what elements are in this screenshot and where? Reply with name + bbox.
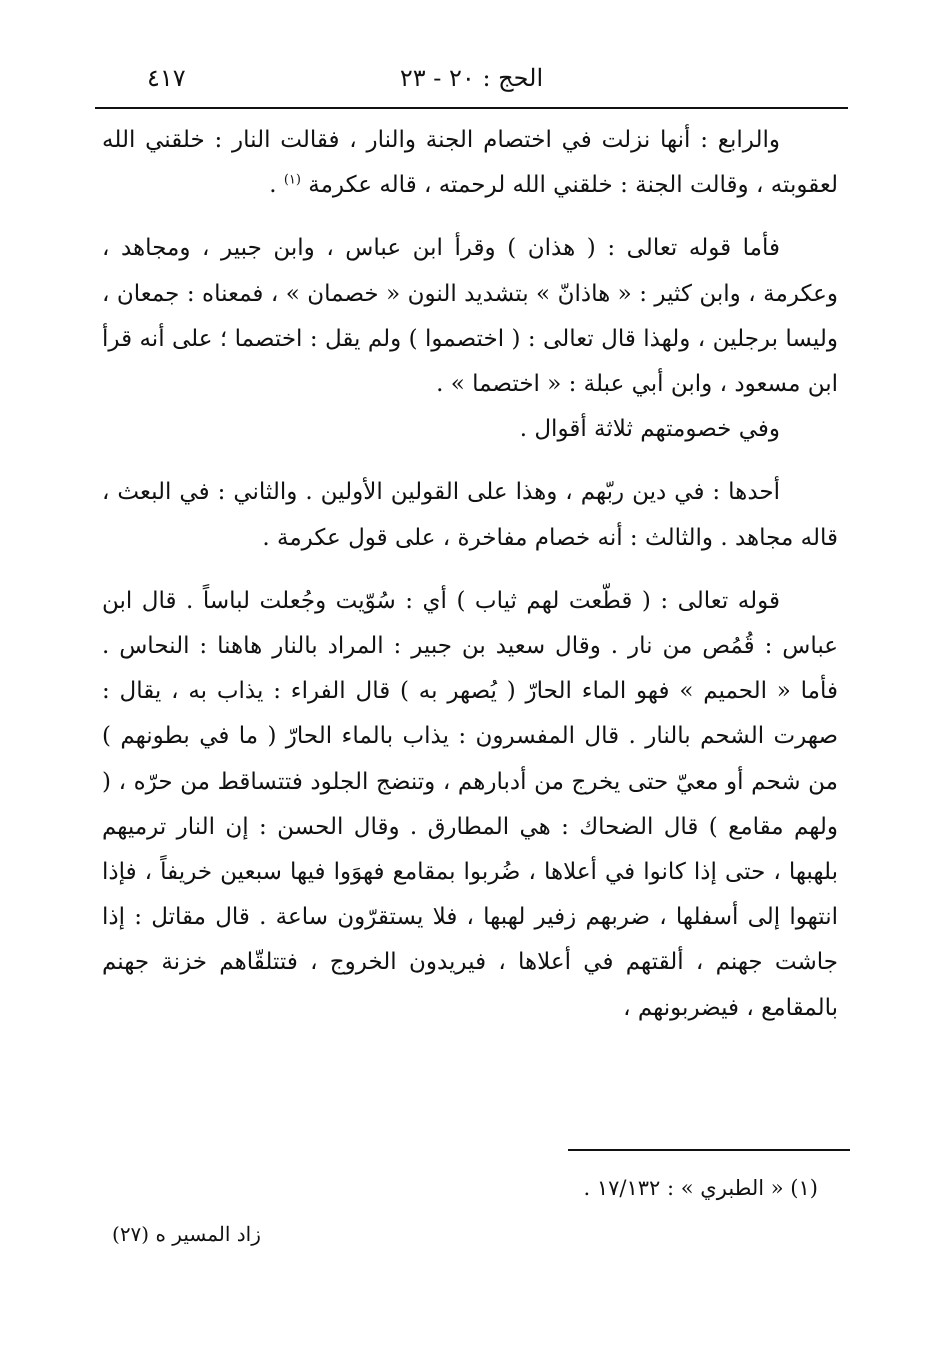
paragraph-4: أحدها : في دين ربّهم ، وهذا على القولين الأولين . والثاني : في البعث ، قاله مجاهد . والثالث : أنه خصام مفاخرة ، على قول عكرمة . <box>102 479 838 551</box>
running-title: الحج : ٢٠ - ٢٣ <box>399 64 544 92</box>
header-rule <box>95 107 848 109</box>
paragraph-3: وفي خصومتهم ثلاثة أقوال . <box>519 416 780 443</box>
paragraph-1-tail: . <box>269 172 284 199</box>
footnote: (١) « الطبري » : ١٧/١٣٢ . <box>583 1176 818 1200</box>
body-text <box>102 118 838 1031</box>
page-header <box>95 62 848 106</box>
footnote-marker: (١) <box>283 172 301 188</box>
page-number: ٤١٧ <box>147 64 186 92</box>
signature-mark: زاد المسير ه (٢٧) <box>112 1222 261 1246</box>
paragraph-1-text: والرابع : أنها نزلت في اختصام الجنة والنار ، فقالت النار : خلقني الله لعقوبته ، وقالت الجنة : خلقني الله لرحمته ، قاله عكرمة <box>102 127 838 199</box>
paragraph-5: قوله تعالى : ( قطّعت لهم ثياب ) أي : سُوّيت وجُعلت لباساً . قال ابن عباس : قُمُص من نار . وقال سعيد بن جبير : المراد بالنار هاهنا : النحاس . فأما « الحميم » فهو الماء الحارّ ( يُصهر به ) قال الفراء : يذاب به ، يقال : صهرت الشحم بالنار . قال المفسرون : يذاب بالماء الحارّ ( ما في بطونهم ) من شحم أو معيّ حتى يخرج من أدبارهم ، وتنضج الجلود فتتساقط من حرّه ، ( ولهم مقامع ) قال الضحاك : هي المطارق . وقال الحسن : إن النار ترميهم بلهبها ، حتى إذا كانوا في أعلاها ، ضُربوا بمقامع فهوَوا فيها سبعين خريفاً ، فإذا انتهوا إلى أسفلها ، ضربهم زفير لهبها ، فلا يستقرّون ساعة . قال مقاتل : إذا جاشت جهنم ، ألقتهم في أعلاها ، فيريدون الخروج ، فتتلقّاهم خزنة جهنم بالمقامع ، فيضربونهم ، <box>102 587 838 1021</box>
paragraph-2: فأما قوله تعالى : ( هذان ) وقرأ ابن عباس ، وابن جبير ، ومجاهد ، وعكرمة ، وابن كثير : « هاذانّ » بتشديد النون « خصمان » ، فمعناه : جمعان ، وليسا برجلين ، ولهذا قال تعالى : ( اختصموا ) ولم يقل : اختصما ؛ على أنه قرأ ابن مسعود ، وابن أبي عبلة : « اختصما » . <box>102 235 838 398</box>
footnote-rule <box>568 1149 850 1151</box>
paragraph-1 <box>102 118 838 208</box>
